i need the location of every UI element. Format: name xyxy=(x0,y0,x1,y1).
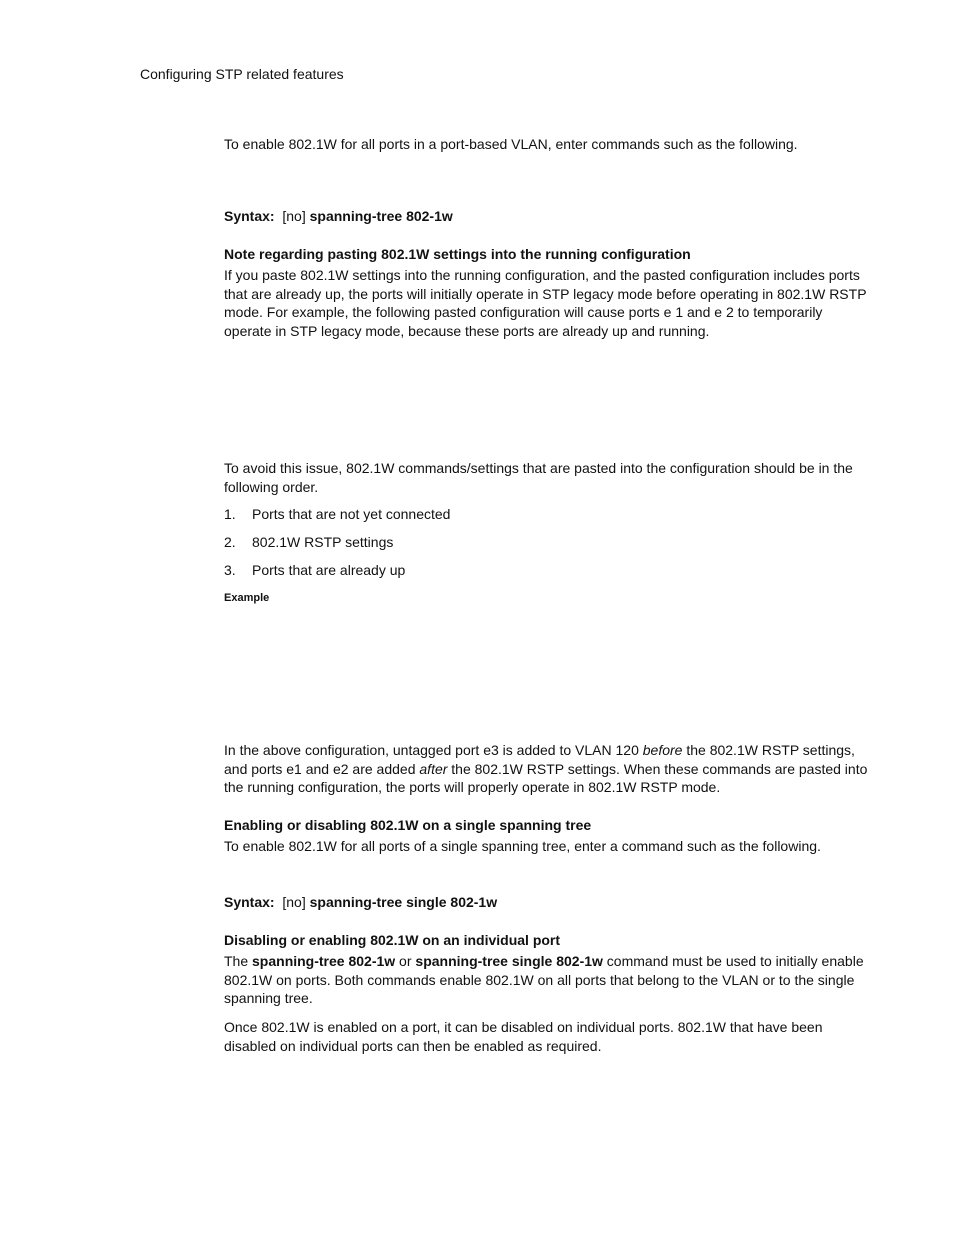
note-heading: Note regarding pasting 802.1W settings into the running configuration xyxy=(224,246,691,262)
syntax-line-2 xyxy=(224,893,869,912)
individual-port-paragraph-1: The spanning-tree 802-1w or spanning-tree single 802-1w command must be used to initially enable 802.1W on ports. Both commands enable 802.1W on all ports that belong to the VLAN or to the single spanning tree. xyxy=(224,953,864,1007)
list-number: 2. xyxy=(224,534,236,550)
avoid-paragraph: To avoid this issue, 802.1W commands/settings that are pasted into the configuration should be in the following order. xyxy=(224,460,853,495)
syntax-command: spanning-tree 802-1w xyxy=(309,208,453,224)
single-tree-body: To enable 802.1W for all ports of a single spanning tree, enter a command such as the following. xyxy=(224,838,821,854)
above-config-paragraph: In the above configuration, untagged port e3 is added to VLAN 120 before the 802.1W RSTP settings, and ports e1 and e2 are added after the 802.1W RSTP settings. When these commands are pasted into the running configuration, the ports will properly operate in 802.1W RSTP mode. xyxy=(224,742,868,796)
syntax-optional: [no] xyxy=(282,208,306,224)
list-number: 3. xyxy=(224,562,236,578)
syntax-label: Syntax: xyxy=(224,208,275,224)
example-label: Example xyxy=(224,592,270,604)
note-body: If you paste 802.1W settings into the running configuration, and the pasted configuration includes ports that are already up, the ports will initially operate in STP legacy mode before operating in 802.1W RSTP mode. For example, the following pasted configuration will cause ports e 1 and e 2 to temporarily operate in STP legacy mode, because these ports are already up and running. xyxy=(224,267,867,339)
individual-port-heading: Disabling or enabling 802.1W on an individual port xyxy=(224,932,561,948)
list-item xyxy=(224,506,450,522)
syntax-line-1 xyxy=(224,207,869,226)
list-item xyxy=(224,562,405,578)
list-text: Ports that are already up xyxy=(252,562,406,578)
individual-port-paragraph-2: Once 802.1W is enabled on a port, it can be disabled on individual ports. 802.1W that have been disabled on individual ports can then be enabled as required. xyxy=(224,1019,823,1054)
list-text: Ports that are not yet connected xyxy=(252,506,451,522)
list-text: 802.1W RSTP settings xyxy=(252,534,394,550)
intro-paragraph: To enable 802.1W for all ports in a port-based VLAN, enter commands such as the following. xyxy=(224,136,798,152)
list-number: 1. xyxy=(224,506,236,522)
syntax-command: spanning-tree single 802-1w xyxy=(309,894,498,910)
syntax-label: Syntax: xyxy=(224,894,275,910)
running-header: Configuring STP related features xyxy=(140,66,344,82)
list-item xyxy=(224,534,393,550)
syntax-optional: [no] xyxy=(282,894,306,910)
single-tree-heading: Enabling or disabling 802.1W on a single spanning tree xyxy=(224,817,592,833)
